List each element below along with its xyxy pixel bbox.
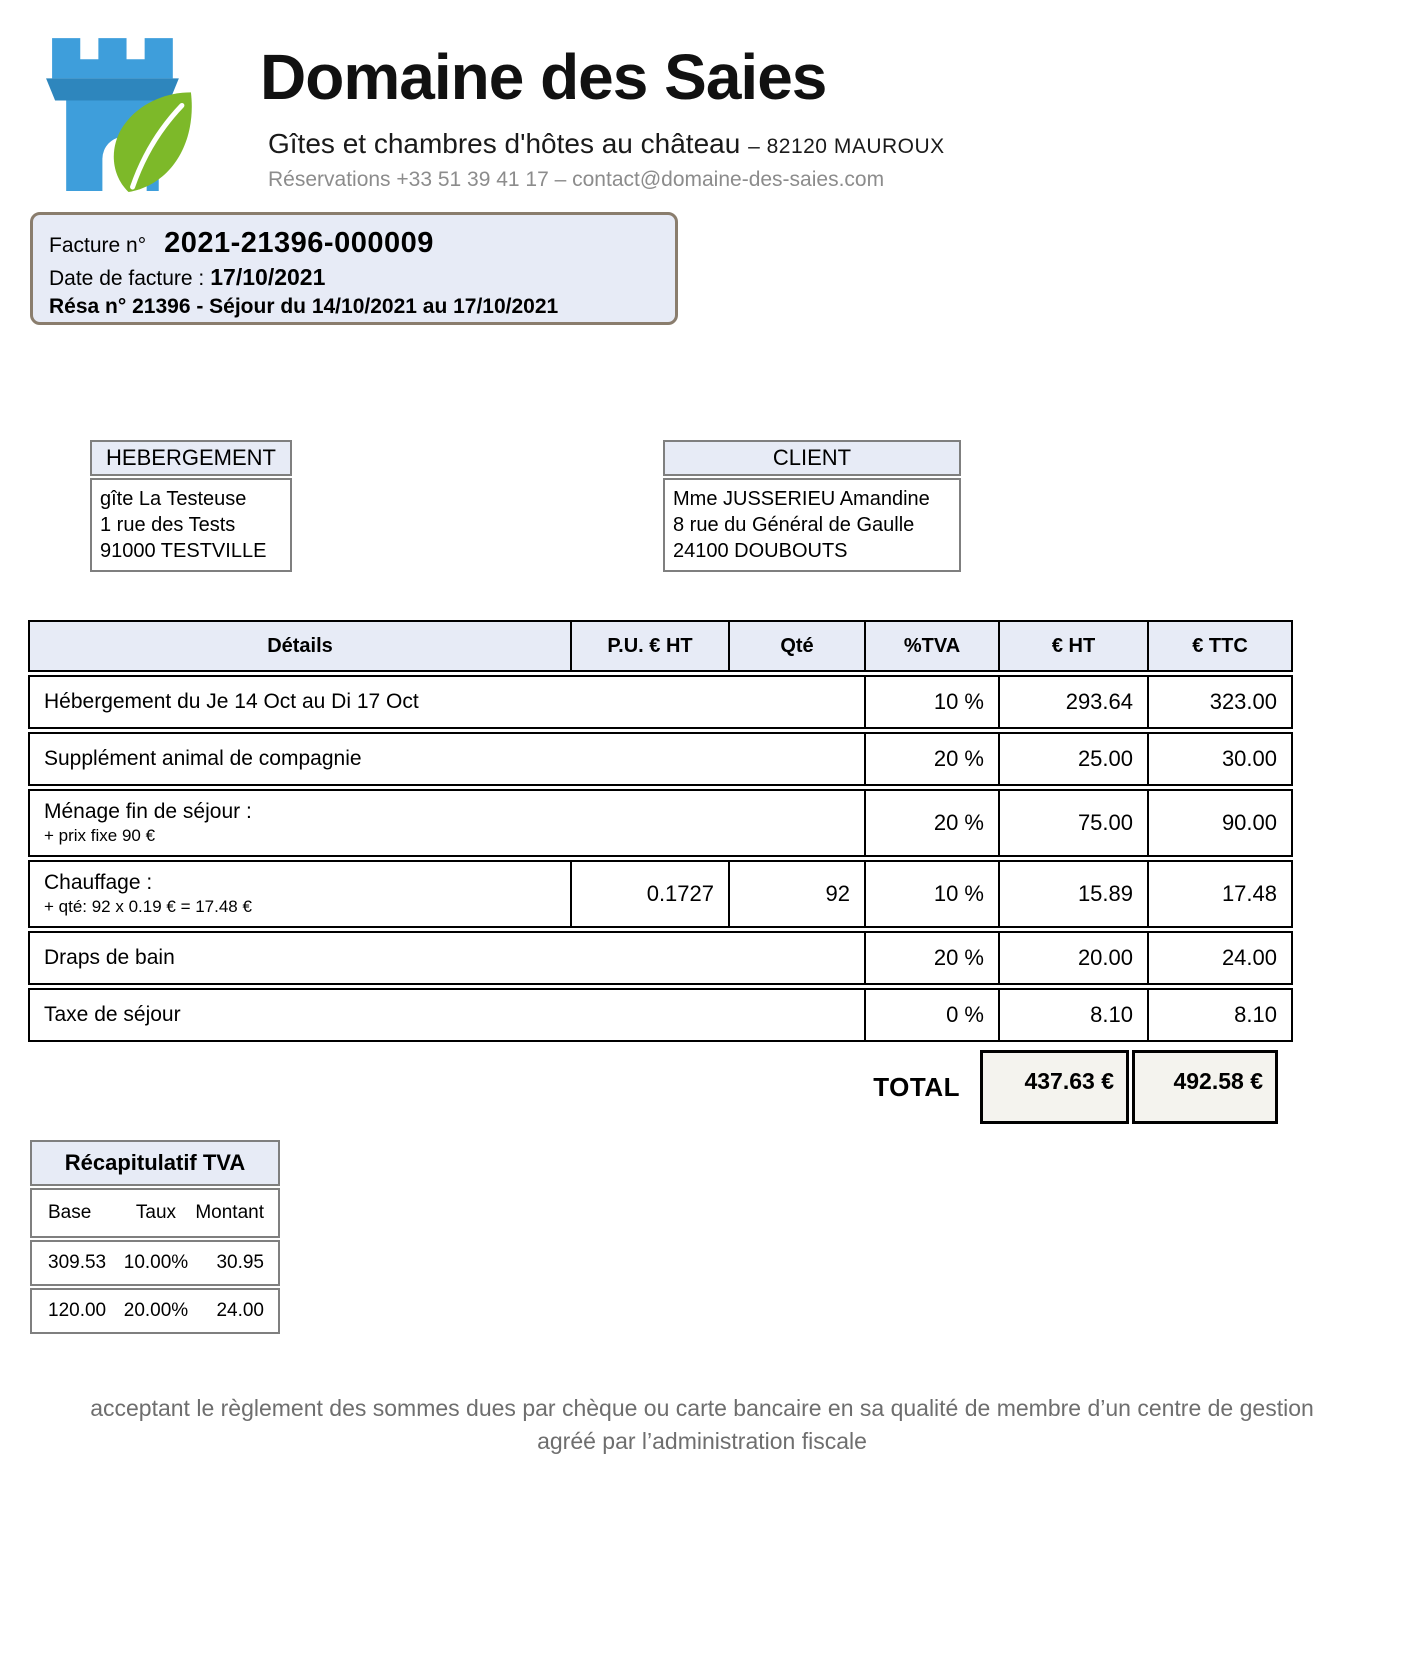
invoice-table bbox=[28, 620, 1293, 1045]
tagline-text: Gîtes et chambres d'hôtes au château bbox=[268, 128, 741, 159]
client-address bbox=[663, 478, 961, 572]
client-line: 8 rue du Général de Gaulle bbox=[673, 514, 915, 536]
invoice-number: 2021-21396-000009 bbox=[164, 227, 434, 259]
cell-ttc: 323.00 bbox=[1147, 677, 1291, 727]
accommodation-line: 91000 TESTVILLE bbox=[100, 540, 267, 562]
reservation-line: Résa n° 21396 - Séjour du 14/10/2021 au 17/10/2021 bbox=[49, 295, 559, 318]
header-details: Détails bbox=[267, 634, 333, 657]
cell-details bbox=[30, 791, 864, 855]
accommodation-line: gîte La Testeuse bbox=[100, 488, 247, 510]
table-row bbox=[28, 732, 1293, 786]
cell-ttc: 30.00 bbox=[1147, 734, 1291, 784]
accommodation-line: 1 rue des Tests bbox=[100, 514, 236, 536]
invoice-date-line bbox=[49, 264, 659, 291]
total-ttc: 492.58 € bbox=[1132, 1050, 1278, 1124]
details-main: Chauffage : bbox=[44, 871, 153, 894]
cell-qty: 92 bbox=[728, 862, 864, 926]
invoice-date: 17/10/2021 bbox=[210, 264, 326, 290]
vat-header-taux: Taux bbox=[135, 1202, 177, 1223]
cell-details: Draps de bain bbox=[44, 946, 175, 969]
total-label: TOTAL bbox=[873, 1071, 960, 1102]
brand-title: Domaine des Saies bbox=[260, 41, 827, 113]
vat-taux: 20.00% bbox=[123, 1300, 189, 1321]
client-line: Mme JUSSERIEU Amandine bbox=[673, 488, 930, 510]
client-title: CLIENT bbox=[663, 440, 961, 476]
cell-details: Taxe de séjour bbox=[44, 1003, 181, 1026]
total-row bbox=[28, 1050, 1293, 1124]
vat-summary-row bbox=[30, 1288, 280, 1334]
legal-footer-line: acceptant le règlement des sommes dues par chèque ou carte bancaire en sa qualité de membre d’un centre de gestion bbox=[90, 1395, 1314, 1421]
tagline-zip: – 82120 MAUROUX bbox=[748, 135, 945, 158]
total-ht: 437.63 € bbox=[980, 1050, 1129, 1124]
vat-summary-header-row bbox=[30, 1188, 280, 1238]
cell-ht: 20.00 bbox=[998, 933, 1147, 983]
header-ttc: € TTC bbox=[1147, 622, 1291, 670]
cell-ttc: 8.10 bbox=[1147, 990, 1291, 1040]
vat-summary-table bbox=[30, 1140, 280, 1336]
legal-footer bbox=[0, 1392, 1404, 1458]
header-vat: %TVA bbox=[864, 622, 998, 670]
details-sub: + qté: 92 x 0.19 € = 17.48 € bbox=[44, 897, 252, 916]
vat-summary-row bbox=[30, 1240, 280, 1286]
header-ht: € HT bbox=[998, 622, 1147, 670]
vat-base: 120.00 bbox=[48, 1300, 107, 1321]
cell-ttc: 90.00 bbox=[1147, 791, 1291, 855]
cell-ht: 15.89 bbox=[998, 862, 1147, 926]
table-row bbox=[28, 675, 1293, 729]
cell-ht: 8.10 bbox=[998, 990, 1147, 1040]
cell-ttc: 24.00 bbox=[1147, 933, 1291, 983]
cell-details bbox=[30, 862, 570, 926]
cell-ht: 75.00 bbox=[998, 791, 1147, 855]
vat-summary-title: Récapitulatif TVA bbox=[30, 1140, 280, 1186]
vat-base: 309.53 bbox=[48, 1252, 107, 1273]
brand-tagline bbox=[268, 128, 945, 160]
cell-ttc: 17.48 bbox=[1147, 862, 1291, 926]
table-row bbox=[28, 931, 1293, 985]
table-header-row bbox=[28, 620, 1293, 672]
cell-vat: 10 % bbox=[864, 677, 998, 727]
invoice-number-line bbox=[49, 227, 659, 260]
castle-leaf-logo bbox=[30, 26, 210, 192]
vat-header-base: Base bbox=[48, 1202, 92, 1223]
cell-ht: 25.00 bbox=[998, 734, 1147, 784]
legal-footer-line: agréé par l’administration fiscale bbox=[537, 1428, 867, 1454]
header-qty: Qté bbox=[728, 622, 864, 670]
cell-unit-price: 0.1727 bbox=[570, 862, 728, 926]
invoice-number-label: Facture n° bbox=[49, 234, 147, 257]
vat-montant: 24.00 bbox=[216, 1300, 264, 1321]
vat-taux: 10.00% bbox=[123, 1252, 189, 1273]
cell-ht: 293.64 bbox=[998, 677, 1147, 727]
table-row bbox=[28, 988, 1293, 1042]
vat-header-montant: Montant bbox=[195, 1202, 264, 1223]
cell-vat: 20 % bbox=[864, 791, 998, 855]
invoice-info-box bbox=[30, 212, 678, 325]
cell-details: Supplément animal de compagnie bbox=[44, 747, 362, 770]
contact-line: Réservations +33 51 39 41 17 – contact@domaine-des-saies.com bbox=[268, 168, 885, 191]
client-box bbox=[663, 440, 961, 572]
header-unit-price: P.U. € HT bbox=[570, 622, 728, 670]
accommodation-address bbox=[90, 478, 292, 572]
details-stack bbox=[44, 800, 252, 846]
cell-vat: 20 % bbox=[864, 933, 998, 983]
table-row bbox=[28, 860, 1293, 928]
cell-details: Hébergement du Je 14 Oct au Di 17 Oct bbox=[44, 690, 419, 713]
client-line: 24100 DOUBOUTS bbox=[673, 540, 848, 562]
cell-vat: 10 % bbox=[864, 862, 998, 926]
invoice-date-label: Date de facture : bbox=[49, 267, 205, 290]
accommodation-title: HEBERGEMENT bbox=[90, 440, 292, 476]
vat-montant: 30.95 bbox=[216, 1252, 264, 1273]
accommodation-box bbox=[90, 440, 292, 572]
cell-vat: 20 % bbox=[864, 734, 998, 784]
details-sub: + prix fixe 90 € bbox=[44, 826, 156, 845]
table-row bbox=[28, 789, 1293, 857]
cell-vat: 0 % bbox=[864, 990, 998, 1040]
details-stack bbox=[44, 871, 252, 917]
details-main: Ménage fin de séjour : bbox=[44, 800, 252, 823]
